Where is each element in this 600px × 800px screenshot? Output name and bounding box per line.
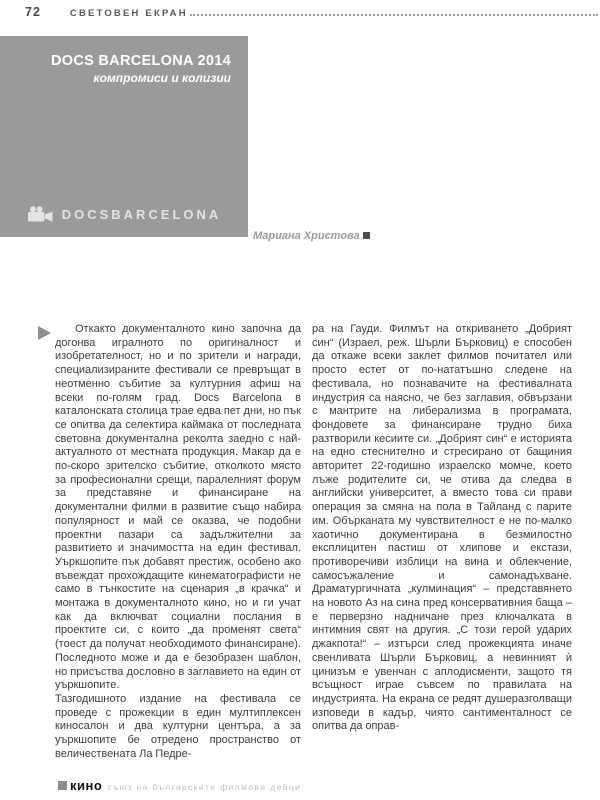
magazine-name: кино bbox=[70, 778, 103, 793]
magazine-tagline: съюз на българските филмови дейци bbox=[107, 781, 302, 792]
body-paragraph: Откакто документалното кино започна да догонва игралното по оригиналност и изобретателност, но и по зрители и награди, специализираните фестивали се превръщат в неотменно събитие за културния афиш на всеки по-голям град. Docs Barcelona в каталонската столица трае едва пет дни, но пък се опитва да селектира каймака от последната световна документална реколта заедно с най-актуалното от местната продукция. Макар да е по-скоро зрителско събитие, отколкото място за професионални срещи, паралелният форум за представяне и финансиране на документални филми в развитие също набира популярност и май се оказва, че подобни проектни пазари са задължителни за развитието и значимостта на един фестивал. Уъркшопите пък добавят престиж, особено ако въвеждат прохождащите кинематографисти не само в тънкостите на сценария „в крачка“ и монтажа в документалното кино, но и ги учат как да включват социални послания в проектите си, с които „да променят света“ (тоест да получат необходимото финансиране). Последното може и да е безобразен шаблон, но присъства дословно в заглавието на един от уъркшопите. bbox=[55, 323, 301, 692]
body-column-left bbox=[55, 323, 301, 781]
body-column-right bbox=[312, 323, 572, 781]
footer-square-icon bbox=[58, 781, 67, 790]
article-subtitle: компромиси и колизии bbox=[93, 71, 231, 85]
page-footer bbox=[58, 778, 301, 793]
body-paragraph: ра на Гауди. Филмът на откриването „Добрият син“ (Израел, реж. Шърли Бърковиц) е способен да откаже всеки заклет филмов почитател или просто естет от по-нататъшно следене на фестивала, но познавачите на фестивалната индустрия са наясно, че без заглавия, обвързани с мантрите на либерализма в програмата, фондовете за финансиране трудно биха разтворили кесиите си. „Добрият син“ е историята на едно стеснително и стресирано от бащиния авторитет 22-годишно израелско момче, което лъже родителите си, че отива да следва в английски университет, а вместо това си прави операция за смяна на пола в Тайланд с парите им. Обърканата му чувствителност е не по-малко хаотично документирана в безмилостно експлицитен пастиш от хлипове и екстази, противоречиви изблици на вина и облекчение, самосъжаление и самонадъхване. Драматургичната „кулминация“ – представянето на новото Аз на сина пред консервативния баща – е перверзно надничане през ключалката в интимния свят на другия. „С този герой ударих джакпота!“ – изтърси след прожекцията иначе свенливата Шърли Бърковиц, а невинният ѝ цинизъм е увенчан с аплодисменти, защото тя всъщност играе съвсем по правилата на индустрията. На екрана се редят душеразголващи изповеди в кадър, чиято сантименталност се опитва да оправ- bbox=[312, 323, 572, 733]
dotted-leader bbox=[190, 4, 598, 16]
page-header bbox=[25, 4, 598, 19]
article-title-box bbox=[0, 36, 248, 237]
author-byline bbox=[253, 230, 363, 242]
festival-logo-text: DOCSBARCELONA bbox=[61, 207, 222, 222]
movie-camera-icon bbox=[27, 206, 54, 223]
body-paragraph: Тазгодишното издание на фестивала се проведе с прожекции в един мултиплексен киносалон и два културни центъра, а за уъркшопите бе отредено пространство от величествената Ла Педре- bbox=[55, 692, 301, 760]
page-number: 72 bbox=[25, 5, 41, 19]
author-name: Мариана Христова bbox=[253, 230, 360, 242]
paragraph-marker-icon bbox=[38, 326, 51, 340]
section-title: СВЕТОВЕН ЕКРАН bbox=[69, 8, 188, 19]
end-square-icon bbox=[363, 232, 370, 239]
festival-logo bbox=[0, 206, 248, 223]
article-title: DOCS BARCELONA 2014 bbox=[50, 53, 231, 69]
article-body bbox=[55, 323, 572, 781]
